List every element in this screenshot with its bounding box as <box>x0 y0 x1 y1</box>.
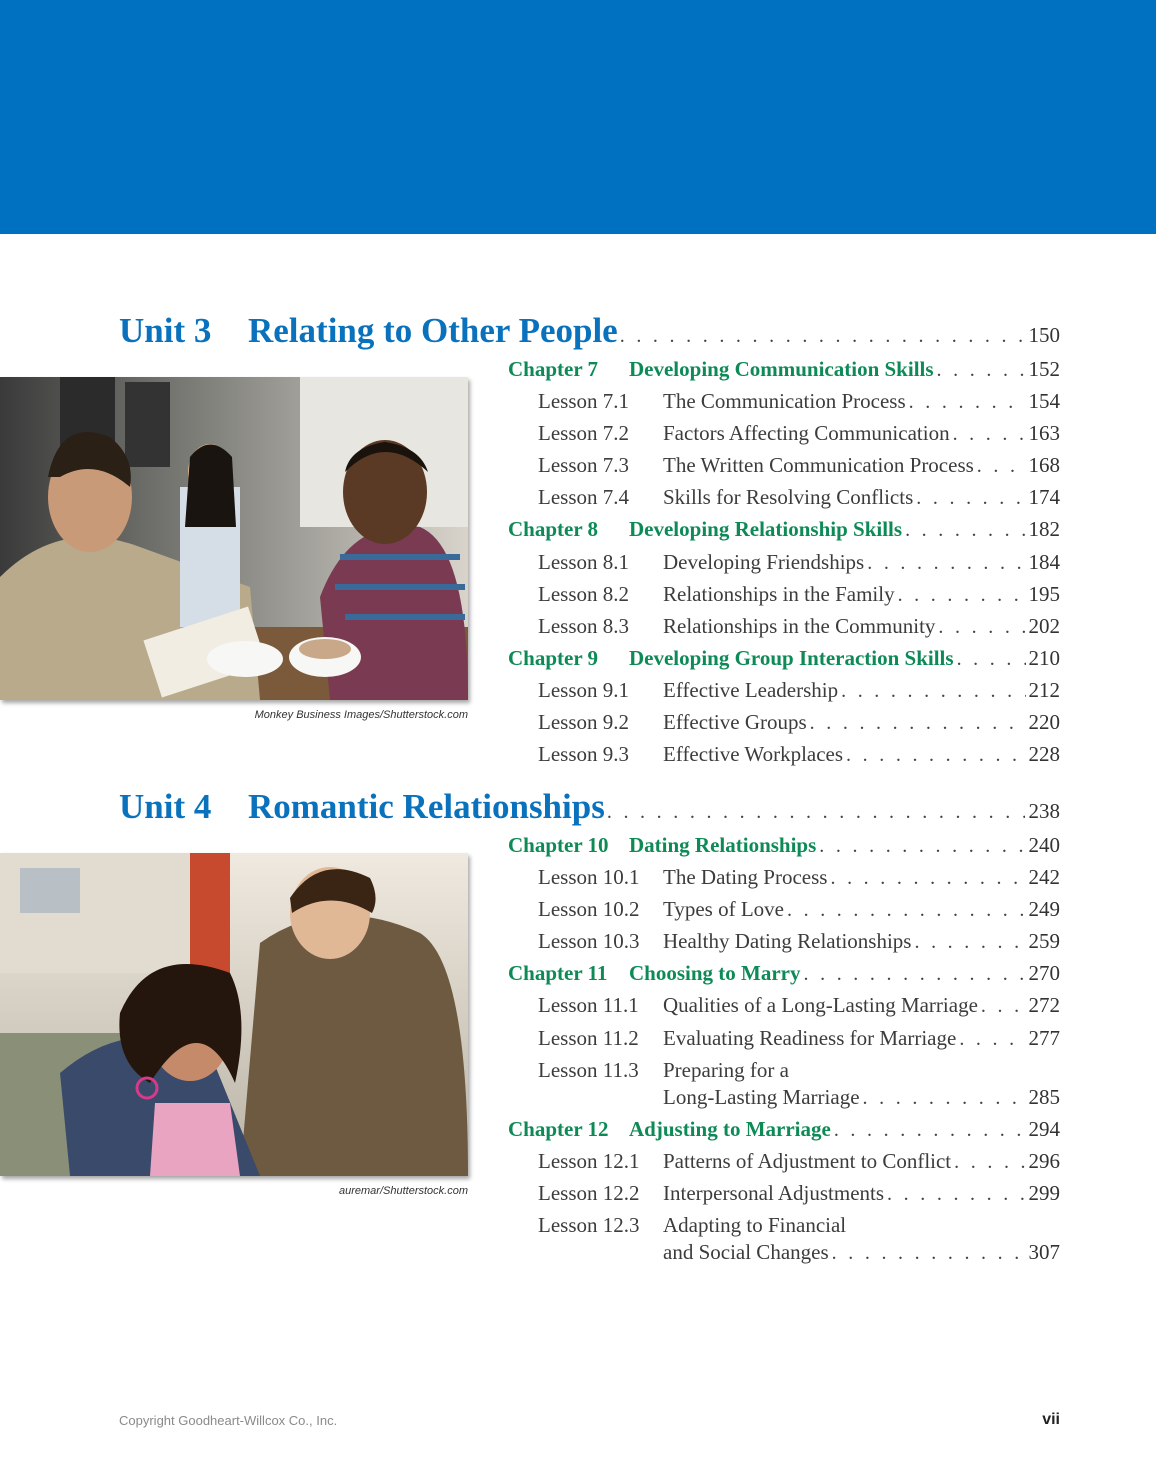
lesson-number: Lesson 8.3 <box>538 613 629 638</box>
chapter-number: Chapter 7 <box>508 357 599 381</box>
lesson-entry[interactable] <box>508 582 1060 614</box>
chapter-entry[interactable] <box>508 833 1060 865</box>
lesson-entry[interactable] <box>508 1149 1060 1181</box>
lesson-title: Factors Affecting Communication <box>663 421 950 446</box>
lesson-page-number: 174 <box>1028 485 1060 510</box>
lesson-page-number: 184 <box>1028 549 1060 574</box>
lesson-entry[interactable] <box>508 710 1060 742</box>
chapter-title: Developing Communication Skills <box>629 357 934 381</box>
unit-title: Relating to Other People <box>248 311 618 350</box>
lesson-number: Lesson 7.1 <box>538 389 629 414</box>
lesson-title-continued: and Social Changes <box>663 1239 829 1264</box>
lesson-number: Lesson 9.2 <box>538 710 629 735</box>
unit-number: Unit 3 <box>119 311 212 350</box>
dot-leader <box>959 1028 1025 1051</box>
dot-leader <box>804 963 1026 986</box>
lesson-entry[interactable] <box>508 1058 1060 1117</box>
dot-leader <box>916 487 1025 510</box>
lesson-title-continued: Long-Lasting Marriage <box>663 1084 860 1109</box>
lesson-title: The Dating Process <box>663 865 828 890</box>
chapter-number: Chapter 10 <box>508 833 609 857</box>
dot-leader <box>620 325 1025 348</box>
chapter-entry[interactable] <box>508 646 1060 678</box>
dot-leader <box>954 1151 1025 1174</box>
photo-credit: auremar/Shutterstock.com <box>339 1185 468 1197</box>
dot-leader <box>607 801 1025 824</box>
lesson-line-2 <box>538 1240 1060 1265</box>
copyright-notice: Copyright Goodheart-Willcox Co., Inc. <box>119 1413 338 1428</box>
dot-leader <box>905 519 1025 542</box>
lesson-number: Lesson 12.3 <box>538 1212 640 1237</box>
lesson-title: Healthy Dating Relationships <box>663 929 912 954</box>
dot-leader <box>938 616 1025 639</box>
unit-number: Unit 4 <box>119 787 212 826</box>
chapter-title: Dating Relationships <box>629 833 817 857</box>
chapter-number: Chapter 8 <box>508 517 599 542</box>
lesson-line-1 <box>538 1058 1060 1085</box>
unit-4-heading[interactable] <box>119 787 1060 827</box>
dot-leader <box>834 1119 1026 1142</box>
lesson-entry[interactable] <box>508 485 1060 517</box>
lesson-title: Preparing for a <box>663 1057 789 1082</box>
lesson-page-number: 220 <box>1028 710 1060 735</box>
lesson-page-number: 163 <box>1028 421 1060 446</box>
chapter-number: Chapter 11 <box>508 961 608 986</box>
dot-leader <box>977 455 1026 478</box>
lesson-number: Lesson 11.3 <box>538 1057 639 1082</box>
chapter-title: Developing Group Interaction Skills <box>629 645 954 670</box>
lesson-title: The Written Communication Process <box>663 453 974 478</box>
chapter-page-number: 240 <box>1028 833 1060 857</box>
lesson-page-number: 212 <box>1028 677 1060 702</box>
unit-4-photo <box>0 853 468 1176</box>
lesson-page-number: 249 <box>1028 897 1060 922</box>
lesson-title: Relationships in the Family <box>663 581 895 606</box>
lesson-page-number: 296 <box>1028 1148 1060 1173</box>
lesson-page-number: 195 <box>1028 581 1060 606</box>
chapter-title: Choosing to Marry <box>629 961 801 986</box>
lesson-page-number: 154 <box>1028 389 1060 414</box>
dot-leader <box>841 680 1025 703</box>
unit-4-contents <box>508 833 1060 1272</box>
chapter-entry[interactable] <box>508 1117 1060 1149</box>
lesson-number: Lesson 11.2 <box>538 1025 639 1050</box>
unit-page-number: 150 <box>1028 323 1060 347</box>
chapter-number: Chapter 12 <box>508 1116 609 1141</box>
lesson-entry[interactable] <box>508 1181 1060 1213</box>
lesson-entry[interactable] <box>508 550 1060 582</box>
lesson-number: Lesson 8.2 <box>538 581 629 606</box>
lesson-entry[interactable] <box>508 614 1060 646</box>
cafe-friends-image <box>0 377 468 700</box>
chapter-page-number: 294 <box>1028 1116 1060 1141</box>
lesson-page-number: 272 <box>1028 993 1060 1018</box>
lesson-entry[interactable] <box>508 421 1060 453</box>
chapter-title: Adjusting to Marriage <box>629 1116 831 1141</box>
dot-leader <box>957 648 1026 671</box>
lesson-entry[interactable] <box>508 1026 1060 1058</box>
lesson-number: Lesson 9.3 <box>538 742 629 767</box>
dot-leader <box>832 1242 1026 1265</box>
lesson-title: Adapting to Financial <box>663 1212 847 1237</box>
lesson-page-number: 307 <box>1028 1239 1060 1264</box>
lesson-page-number: 277 <box>1028 1025 1060 1050</box>
lesson-title: Qualities of a Long-Lasting Marriage <box>663 993 978 1018</box>
dot-leader <box>909 391 1026 414</box>
lesson-entry[interactable] <box>508 897 1060 929</box>
dot-leader <box>867 552 1025 575</box>
chapter-page-number: 270 <box>1028 961 1060 986</box>
lesson-page-number: 168 <box>1028 453 1060 478</box>
dot-leader <box>830 867 1025 890</box>
header-banner <box>0 0 1156 234</box>
dot-leader <box>787 899 1026 922</box>
lesson-page-number: 228 <box>1028 742 1060 767</box>
dot-leader <box>914 931 1025 954</box>
lesson-title: Developing Friendships <box>663 549 865 574</box>
chapter-entry[interactable] <box>508 357 1060 389</box>
unit-3-contents <box>508 357 1060 774</box>
lesson-number: Lesson 8.1 <box>538 549 629 574</box>
lesson-number: Lesson 9.1 <box>538 677 629 702</box>
unit-3-photo <box>0 377 468 700</box>
lesson-entry[interactable] <box>508 993 1060 1025</box>
lesson-number: Lesson 10.3 <box>538 929 640 954</box>
lesson-number: Lesson 10.1 <box>538 865 640 890</box>
chapter-number: Chapter 9 <box>508 645 599 670</box>
lesson-entry[interactable] <box>508 865 1060 897</box>
dot-leader <box>937 359 1026 382</box>
chapter-page-number: 210 <box>1028 645 1060 670</box>
lesson-title: Effective Groups <box>663 710 807 735</box>
dot-leader <box>819 835 1025 858</box>
lesson-title: Effective Workplaces <box>663 742 844 767</box>
chapter-entry[interactable] <box>508 517 1060 549</box>
lesson-entry[interactable] <box>508 389 1060 421</box>
chapter-title: Developing Relationship Skills <box>629 517 903 542</box>
lesson-number: Lesson 11.1 <box>538 993 639 1018</box>
lesson-number: Lesson 7.2 <box>538 421 629 446</box>
unit-page-number: 238 <box>1028 799 1060 823</box>
lesson-title: Interpersonal Adjustments <box>663 1180 885 1205</box>
lesson-number: Lesson 12.1 <box>538 1148 640 1173</box>
photo-credit: Monkey Business Images/Shutterstock.com <box>254 709 468 721</box>
unit-title: Romantic Relationships <box>248 787 605 826</box>
lesson-entry[interactable] <box>508 1213 1060 1272</box>
dot-leader <box>981 995 1026 1018</box>
lesson-line-1 <box>538 1213 1060 1240</box>
lesson-title: Effective Leadership <box>663 677 839 702</box>
dot-leader <box>810 712 1026 735</box>
lesson-page-number: 299 <box>1028 1180 1060 1205</box>
lesson-page-number: 285 <box>1028 1084 1060 1109</box>
chapter-page-number: 152 <box>1028 357 1060 381</box>
page-number: vii <box>1042 1411 1060 1428</box>
lesson-entry[interactable] <box>508 453 1060 485</box>
lesson-page-number: 202 <box>1028 613 1060 638</box>
lesson-number: Lesson 10.2 <box>538 897 640 922</box>
lesson-entry[interactable] <box>508 678 1060 710</box>
lesson-page-number: 259 <box>1028 929 1060 954</box>
unit-3-heading[interactable] <box>119 311 1060 351</box>
dot-leader <box>846 744 1025 767</box>
lesson-line-2 <box>538 1085 1060 1110</box>
lesson-title: Relationships in the Community <box>663 613 936 638</box>
lesson-entry[interactable] <box>508 742 1060 774</box>
lesson-title: Types of Love <box>663 897 784 922</box>
couple-image <box>0 853 468 1176</box>
lesson-title: Patterns of Adjustment to Conflict <box>663 1148 952 1173</box>
lesson-number: Lesson 12.2 <box>538 1180 640 1205</box>
lesson-page-number: 242 <box>1028 865 1060 890</box>
dot-leader <box>863 1087 1026 1110</box>
dot-leader <box>887 1183 1025 1206</box>
lesson-title: Skills for Resolving Conflicts <box>663 485 914 510</box>
dot-leader <box>953 423 1026 446</box>
chapter-entry[interactable] <box>508 961 1060 993</box>
lesson-number: Lesson 7.3 <box>538 453 629 478</box>
lesson-title: The Communication Process <box>663 389 906 414</box>
chapter-page-number: 182 <box>1028 517 1060 542</box>
dot-leader <box>898 584 1026 607</box>
lesson-entry[interactable] <box>508 929 1060 961</box>
lesson-number: Lesson 7.4 <box>538 485 629 510</box>
lesson-title: Evaluating Readiness for Marriage <box>663 1025 957 1050</box>
